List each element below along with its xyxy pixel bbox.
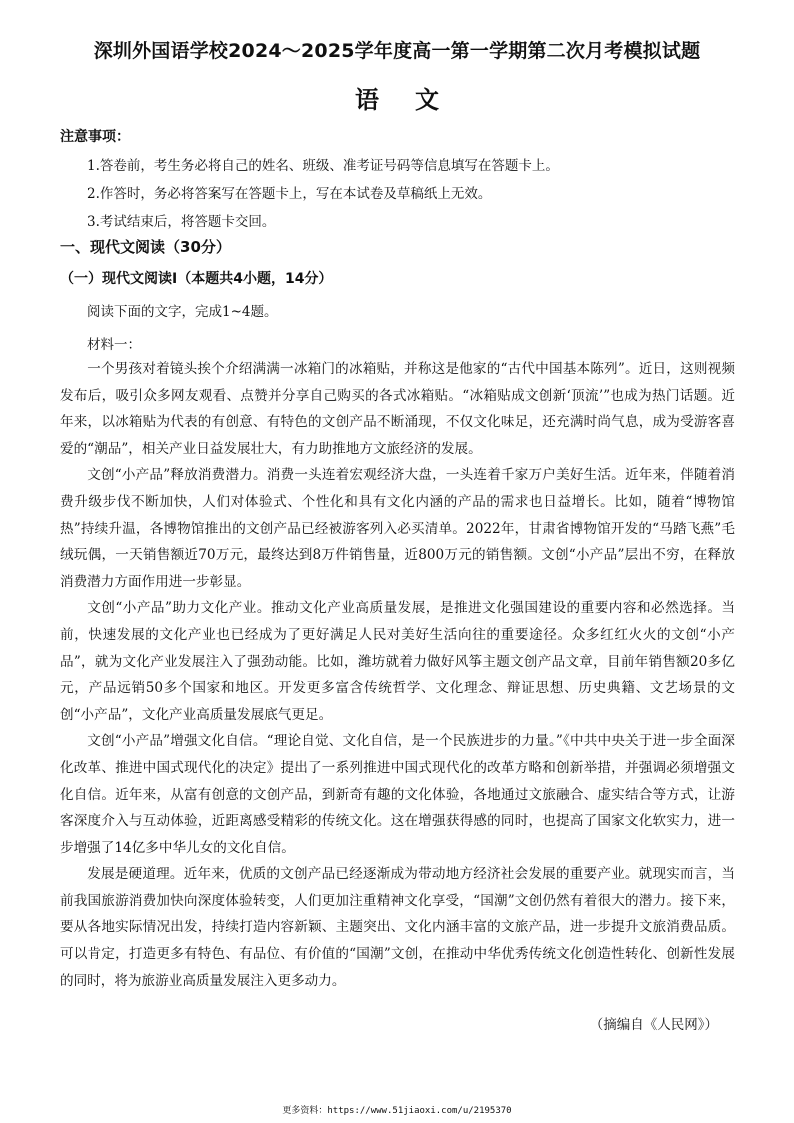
article-paragraph: 文创“小产品”释放消费潜力。消费一头连着宏观经济大盘，一头连着千家万户美好生活。近年来，伴随着消费升级步伐不断加快，人们对体验式、个性化和具有文化内涵的产品的需求也日益增长。比如，随着“博物馆热”持续升温，各博物馆推出的文创产品已经被游客列入必买清单。2022年，甘肃省博物馆开发的“马踏飞燕”毛绒玩偶，一天销售额近70万元，最终达到8万件销售量，近800万元的销售额。文创“小产品”层出不穷，在释放消费潜力方面作用进一步彰显。 [60, 467, 735, 590]
notice-item: 3.考试结束后，将答题卡交回。 [87, 214, 276, 230]
article-body [60, 356, 735, 994]
subsection-heading: （一）现代文阅读Ⅰ（本题共4小题，14分） [60, 271, 333, 287]
subject-title: 语文 [355, 86, 475, 114]
notice-list [87, 152, 747, 236]
footer-link[interactable]: 更多资料：https://www.51jiaoxi.com/u/2195370 [282, 1106, 512, 1116]
notice-item: 1.答卷前，考生务必将自己的姓名、班级、准考证号码等信息填写在答题卡上。 [87, 158, 559, 174]
notice-heading: 注意事项： [60, 129, 130, 145]
notice-item: 2.作答时，务必将答案写在答题卡上，写在本试卷及草稿纸上无效。 [87, 186, 492, 202]
article-paragraph: 发展是硬道理。近年来，优质的文创产品已经逐渐成为带动地方经济社会发展的重要产业。就现实而言，当前我国旅游消费加快向深度体验转变，人们更加注重精神文化享受，“国潮”文创仍然有着很大的潜力。接下来，要从各地实际情况出发，持续打造内容新颖、主题突出、文化内涵丰富的文旅产品，进一步提升文旅消费品质。可以肯定，打造更多有特色、有品位、有价值的“国潮”文创，在推动中华优秀传统文化创造性转化、创新性发展的同时，将为旅游业高质量发展注入更多动力。 [60, 866, 735, 989]
section-heading: 一、现代文阅读（30分） [60, 238, 231, 256]
article-paragraph: 文创“小产品”增强文化自信。“理论自觉、文化自信，是一个民族进步的力量。”《中共中央关于进一步全面深化改革、推进中国式现代化的决定》提出了一系列推进中国式现代化的改革方略和创新举措，并强调必须增强文化自信。近年来，从富有创意的文创产品，到新奇有趣的文化体验，各地通过文旅融合、虚实结合等方式，让游客深度介入与互动体验，近距离感受精彩的传统文化。这在增强获得感的同时，也提高了国家文化软实力，进一步增强了14亿多中华儿女的文化自信。 [60, 733, 735, 856]
exam-title: 深圳外国语学校2024～2025学年度高一第一学期第二次月考模拟试题 [93, 40, 701, 62]
reading-instruction: 阅读下面的文字，完成1~4题。 [87, 304, 278, 320]
article-paragraph: 一个男孩对着镜头挨个介绍满满一冰箱门的冰箱贴，并称这是他家的“古代中国基本陈列”。近日，这则视频发布后，吸引众多网友观看、点赞并分享自己购买的各式冰箱贴。“冰箱贴成文创新‘顶流’”也成为热门话题。近年来，以冰箱贴为代表的有创意、有特色的文创产品不断涌现，不仅文化味足，还充满时尚气息，成为受游客喜爱的“潮品”，相关产业日益发展壮大，有力助推地方文旅经济的发展。 [60, 361, 735, 457]
article-paragraph: 文创“小产品”助力文化产业。推动文化产业高质量发展，是推进文化强国建设的重要内容和必然选择。当前，快速发展的文化产业也已经成为了更好满足人民对美好生活向往的重要途径。众多红红火火的文创“小产品”，就为文化产业发展注入了强劲动能。比如，潍坊就着力做好风筝主题文创产品文章，目前年销售额20多亿元，产品远销50多个国家和地区。开发更多富含传统哲学、文化理念、辩证思想、历史典籍、文艺场景的文创“小产品”，文化产业高质量发展底气更足。 [60, 600, 735, 723]
article-source: （摘编自《人民网》） [589, 1017, 718, 1033]
material-label: 材料一： [87, 337, 141, 353]
